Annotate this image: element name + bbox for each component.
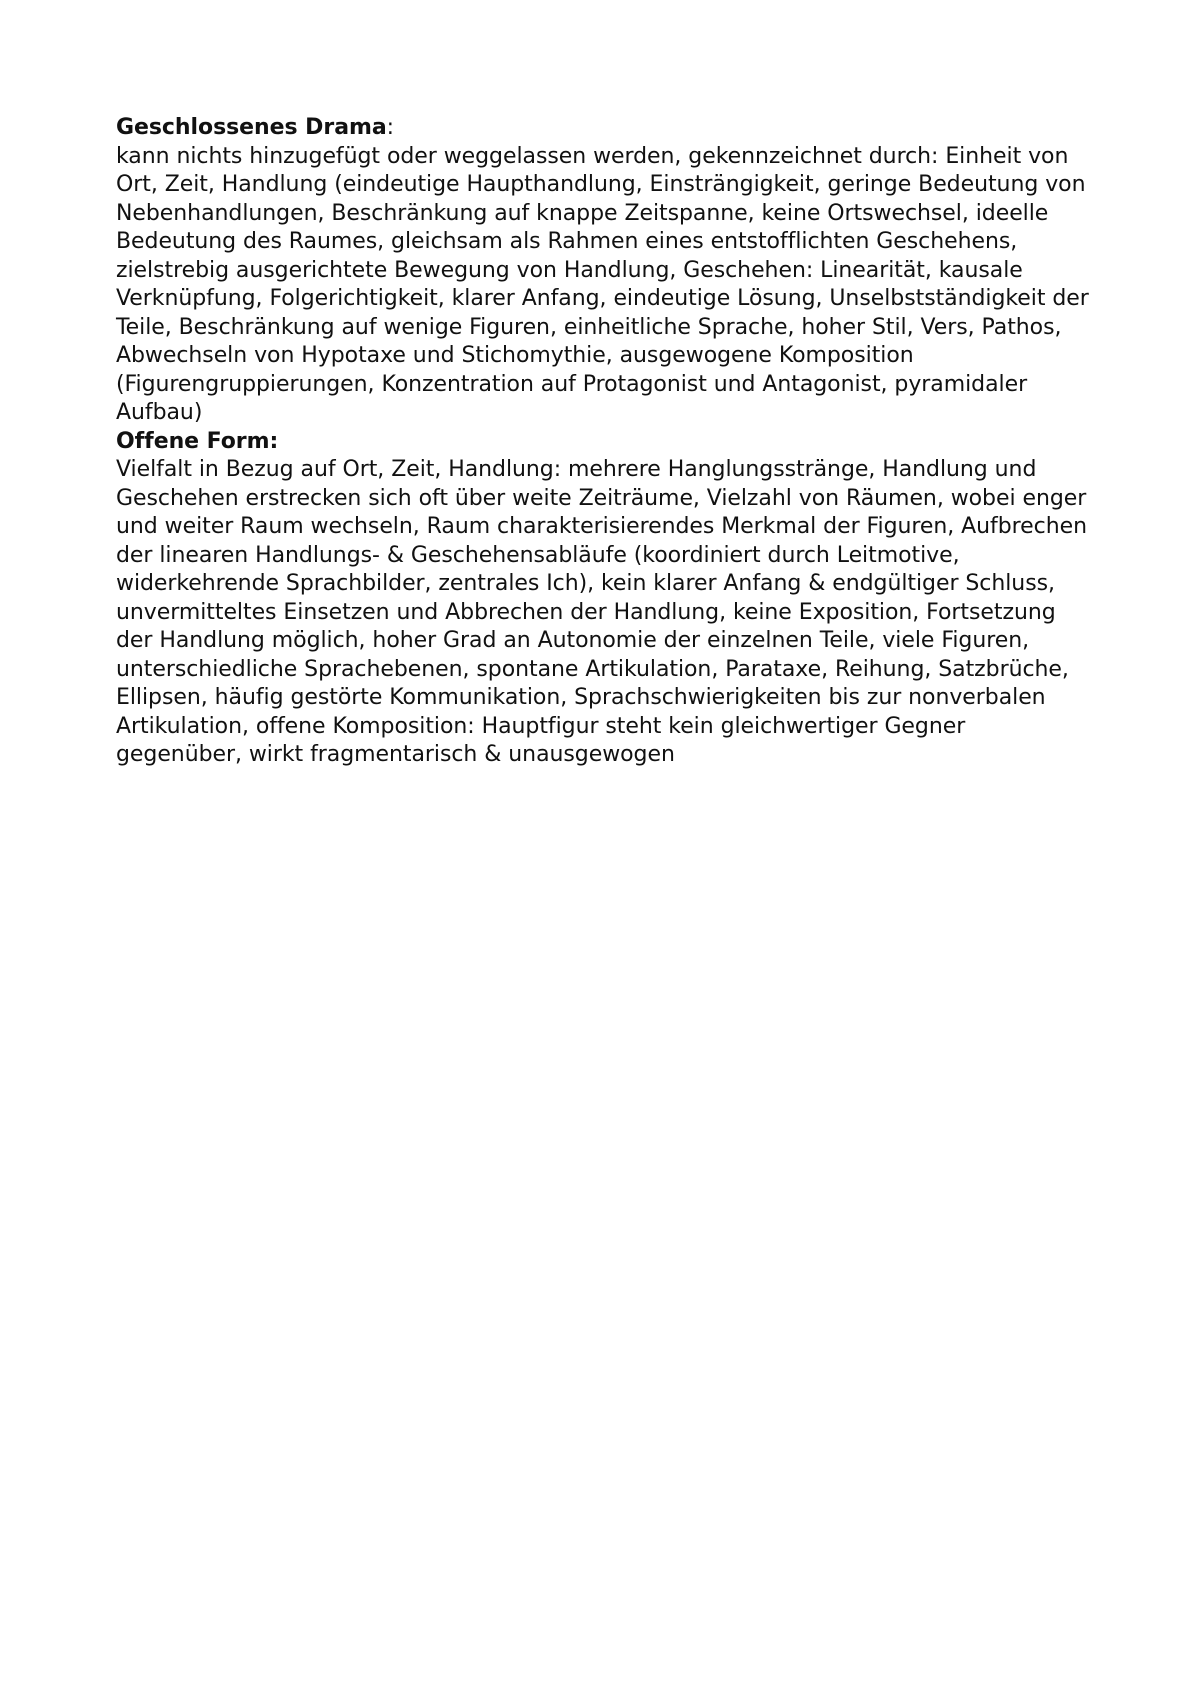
section-heading-text: Geschlossenes Drama bbox=[116, 115, 387, 140]
section-heading-offene-form: Offene Form: bbox=[116, 428, 279, 454]
document-body bbox=[116, 114, 1096, 770]
section-paragraph-geschlossenes-drama: kann nichts hinzugefügt oder weggelassen werden, gekennzeichnet durch: Einheit von Ort, Zeit, Handlung (eindeutige Haupthandlung, Einsträngigkeit, geringe Bedeutung von Nebenhandlungen, Beschränkung auf knappe Zeitspanne, keine Ortswechsel, ideelle Bedeutung des Raumes, gleichsam als Rahmen eines entstofflichten Geschehens, zielstrebig ausgerichtete Bewegung von Handlung, Geschehen: Linearität, kausale Verknüpfung, Folgerichtigkeit, klarer Anfang, eindeutige Lösung, Unselbstständigkeit der Teile, Beschränkung auf wenige Figuren, einheitliche Sprache, hoher Stil, Vers, Pathos, Abwechseln von Hypotaxe und Stichomythie, ausgewogene Komposition (Figurengruppierungen, Konzentration auf Protagonist und Antagonist, pyramidaler Aufbau) bbox=[116, 143, 1089, 425]
section-paragraph-offene-form: Vielfalt in Bezug auf Ort, Zeit, Handlung: mehrere Hanglungsstränge, Handlung und Geschehen erstrecken sich oft über weite Zeiträume, Vielzahl von Räumen, wobei enger und weiter Raum wechseln, Raum charakterisierendes Merkmal der Figuren, Aufbrechen der linearen Handlungs- & Geschehensabläufe (koordiniert durch Leitmotive, widerkehrende Sprachbilder, zentrales Ich), kein klarer Anfang & endgültiger Schluss, unvermitteltes Einsetzen und Abbrechen der Handlung, keine Exposition, Fortsetzung der Handlung möglich, hoher Grad an Autonomie der einzelnen Teile, viele Figuren, unterschiedliche Sprachebenen, spontane Artikulation, Parataxe, Reihung, Satzbrüche, Ellipsen, häufig gestörte Kommunikation, Sprachschwierigkeiten bis zur nonverbalen Artikulation, offene Komposition: Hauptfigur steht kein gleichwertiger Gegner gegenüber, wirkt fragmentarisch & unausgewogen bbox=[116, 457, 1087, 767]
section-heading-geschlossenes-drama bbox=[116, 114, 1096, 143]
section-heading-colon: : bbox=[386, 115, 395, 140]
